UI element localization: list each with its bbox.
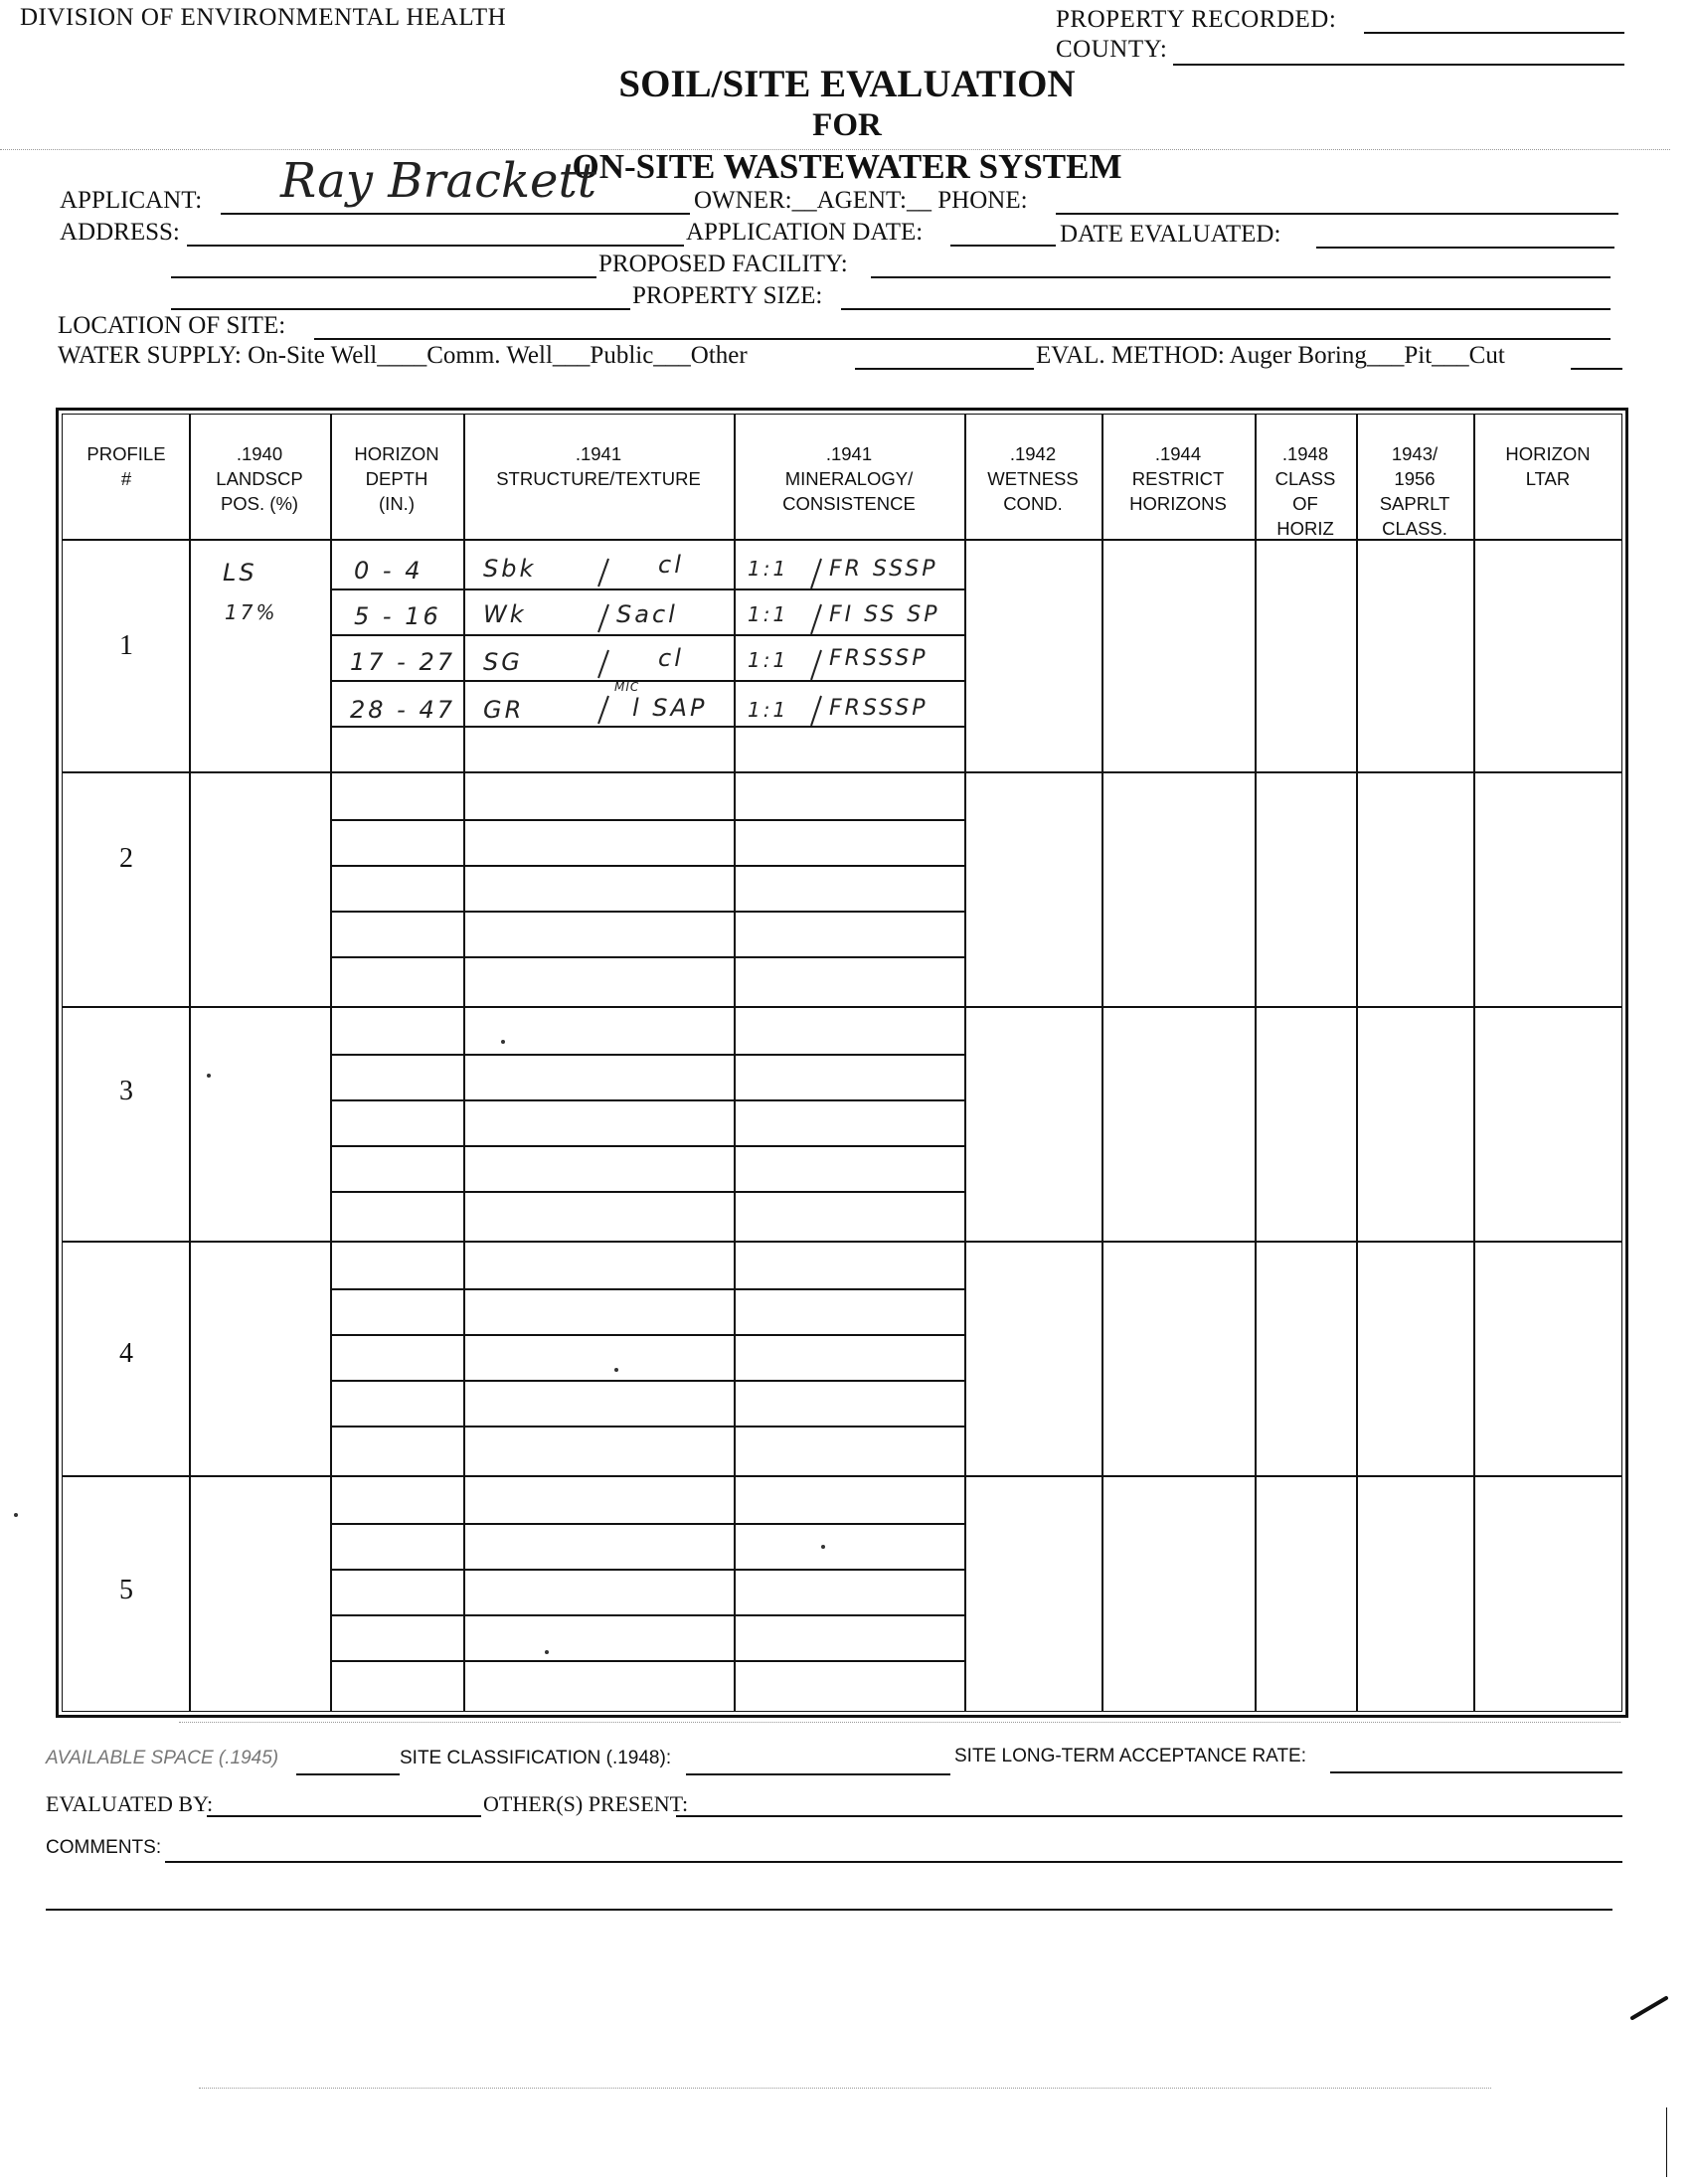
- subrow-line: [330, 1523, 964, 1525]
- subrow-line: [330, 1099, 964, 1101]
- col-divider: [463, 414, 465, 1712]
- subrow-line: [330, 865, 964, 867]
- comments-field-2[interactable]: [46, 1909, 1612, 1911]
- header-divider: [62, 539, 1622, 541]
- structure-value: GR: [483, 696, 525, 724]
- horizon-depth: 28 - 47: [350, 696, 455, 724]
- form-title-for: FOR: [812, 107, 882, 143]
- ltar-field[interactable]: [1330, 1771, 1622, 1773]
- profile-divider: [62, 1006, 1622, 1008]
- col-header-class: .1948 CLASS OF HORIZ: [1274, 443, 1336, 539]
- consistence-value: FRSSSP: [829, 696, 929, 721]
- profile-number-5: 5: [119, 1575, 133, 1605]
- col-header-restrict: .1944 RESTRICT HORIZONS: [1129, 443, 1227, 514]
- address-field[interactable]: [187, 245, 684, 247]
- site-classification-field[interactable]: [686, 1773, 950, 1775]
- scan-speck: [14, 1513, 18, 1517]
- subrow-line: [330, 1054, 964, 1056]
- water-supply-other-field[interactable]: [855, 368, 1034, 370]
- profile-number-2: 2: [119, 843, 133, 874]
- scan-speck: [501, 1040, 505, 1044]
- landscape-position: LS: [223, 559, 257, 587]
- applicant-field[interactable]: [221, 213, 690, 215]
- profile-divider: [62, 771, 1622, 773]
- subrow-line: [330, 1426, 964, 1428]
- scan-speck: [545, 1650, 549, 1654]
- water-supply-label: WATER SUPPLY: On-Site Well____Comm. Well___Public___Other: [58, 342, 748, 369]
- horizon-depth: 0 - 4: [354, 557, 424, 585]
- subrow-line: [330, 1660, 964, 1662]
- col-divider: [1255, 414, 1257, 1712]
- col-header-saprolite: 1943/ 1956 SAPRLT CLASS.: [1379, 443, 1450, 539]
- subrow-line: [330, 819, 964, 821]
- form-title: SOIL/SITE EVALUATION: [618, 63, 1076, 105]
- property-recorded-field[interactable]: [1364, 32, 1624, 34]
- address-line-3[interactable]: [171, 308, 630, 310]
- property-recorded-label: PROPERTY RECORDED:: [1056, 6, 1337, 33]
- others-present-label: OTHER(S) PRESENT:: [483, 1791, 689, 1816]
- applicant-signature: Ray Brackett: [280, 153, 597, 209]
- scan-speck: [207, 1074, 211, 1078]
- owner-agent-phone-label: OWNER:__AGENT:__ PHONE:: [694, 187, 1028, 214]
- proposed-facility-label: PROPOSED FACILITY:: [598, 251, 848, 277]
- address-label: ADDRESS:: [60, 219, 180, 246]
- col-divider: [1356, 414, 1358, 1712]
- subrow-line: [330, 1334, 964, 1336]
- col-header-horizon-depth: HORIZON DEPTH (IN.): [354, 443, 439, 514]
- available-space-field[interactable]: [296, 1773, 400, 1775]
- texture-note: MIC: [614, 680, 640, 694]
- evaluated-by-label: EVALUATED BY:: [46, 1791, 214, 1816]
- structure-value: Wk: [483, 600, 527, 628]
- subrow-line: [330, 1614, 964, 1616]
- proposed-facility-field[interactable]: [871, 276, 1610, 278]
- subrow-line: [330, 1288, 964, 1290]
- consistence-value: FRSSSP: [829, 646, 929, 671]
- handwritten-slashes: [557, 547, 974, 736]
- scan-speck: [821, 1545, 825, 1549]
- profile-number-4: 4: [119, 1338, 133, 1369]
- col-header-profile: PROFILE #: [86, 443, 166, 489]
- scan-dotted-line: [199, 2088, 1491, 2089]
- address-line-2[interactable]: [171, 276, 596, 278]
- application-date-field[interactable]: [950, 245, 1056, 247]
- site-classification-label: SITE CLASSIFICATION (.1948):: [400, 1748, 672, 1768]
- property-size-label: PROPERTY SIZE:: [632, 282, 823, 309]
- texture-value: cl: [658, 551, 684, 579]
- col-header-structure-texture: .1941 STRUCTURE/TEXTURE: [496, 443, 701, 489]
- horizon-depth: 5 - 16: [354, 602, 441, 630]
- others-present-field[interactable]: [676, 1815, 1622, 1817]
- col-header-mineralogy: .1941 MINERALOGY/ CONSISTENCE: [782, 443, 916, 514]
- landscape-slope: 17%: [225, 600, 278, 624]
- subrow-line: [330, 1145, 964, 1147]
- available-space-label: AVAILABLE SPACE (.1945): [46, 1748, 279, 1768]
- col-divider: [189, 414, 191, 1712]
- subrow-line: [330, 911, 964, 913]
- eval-method-label: EVAL. METHOD: Auger Boring___Pit___Cut: [1036, 342, 1505, 369]
- comments-label: COMMENTS:: [46, 1837, 162, 1858]
- scan-speck: [614, 1368, 618, 1372]
- texture-value: l SAP: [632, 694, 708, 722]
- col-divider: [1473, 414, 1475, 1712]
- evaluated-by-field[interactable]: [207, 1815, 481, 1817]
- col-header-wetness: .1942 WETNESS COND.: [987, 443, 1079, 514]
- profile-number-3: 3: [119, 1076, 133, 1106]
- profile-divider: [62, 1475, 1622, 1477]
- property-size-field[interactable]: [841, 308, 1610, 310]
- col-header-landscape: .1940 LANDSCP POS. (%): [216, 443, 303, 514]
- structure-value: Sbk: [483, 555, 537, 583]
- subrow-line: [330, 1569, 964, 1571]
- date-evaluated-label: DATE EVALUATED:: [1060, 221, 1281, 248]
- applicant-label: APPLICANT:: [60, 187, 203, 214]
- texture-value: Sacl: [616, 600, 678, 628]
- division-name: DIVISION OF ENVIRONMENTAL HEALTH: [20, 4, 507, 31]
- location-label: LOCATION OF SITE:: [58, 312, 286, 339]
- subrow-line: [330, 1380, 964, 1382]
- col-divider: [330, 414, 332, 1712]
- profile-number-1: 1: [119, 630, 133, 661]
- texture-value: cl: [658, 644, 684, 672]
- eval-method-cut-field[interactable]: [1571, 368, 1622, 370]
- pen-mark: [1630, 1992, 1670, 2022]
- scan-dotted-line: [179, 1722, 1620, 1723]
- col-divider: [1101, 414, 1103, 1712]
- mineralogy-value: 1:1: [748, 698, 789, 722]
- consistence-value: FR SSSP: [829, 557, 938, 582]
- mineralogy-value: 1:1: [748, 557, 789, 581]
- mineralogy-value: 1:1: [748, 648, 789, 672]
- consistence-value: FI SS SP: [829, 602, 940, 627]
- horizon-depth: 17 - 27: [350, 648, 455, 676]
- ltar-label: SITE LONG-TERM ACCEPTANCE RATE:: [954, 1746, 1307, 1766]
- phone-field[interactable]: [1056, 213, 1618, 215]
- county-label: COUNTY:: [1056, 36, 1168, 63]
- date-evaluated-field[interactable]: [1316, 247, 1614, 249]
- structure-value: SG: [483, 648, 523, 676]
- profile-divider: [62, 1241, 1622, 1243]
- location-field[interactable]: [314, 338, 1610, 340]
- application-date-label: APPLICATION DATE:: [686, 219, 924, 246]
- subrow-line: [330, 956, 964, 958]
- comments-field[interactable]: [165, 1861, 1622, 1863]
- subrow-line: [330, 1191, 964, 1193]
- form-subtitle: ON-SITE WASTEWATER SYSTEM: [572, 147, 1122, 186]
- col-header-ltar: HORIZON LTAR: [1505, 443, 1591, 489]
- mineralogy-value: 1:1: [748, 602, 789, 626]
- scan-edge-line: [1666, 2107, 1667, 2177]
